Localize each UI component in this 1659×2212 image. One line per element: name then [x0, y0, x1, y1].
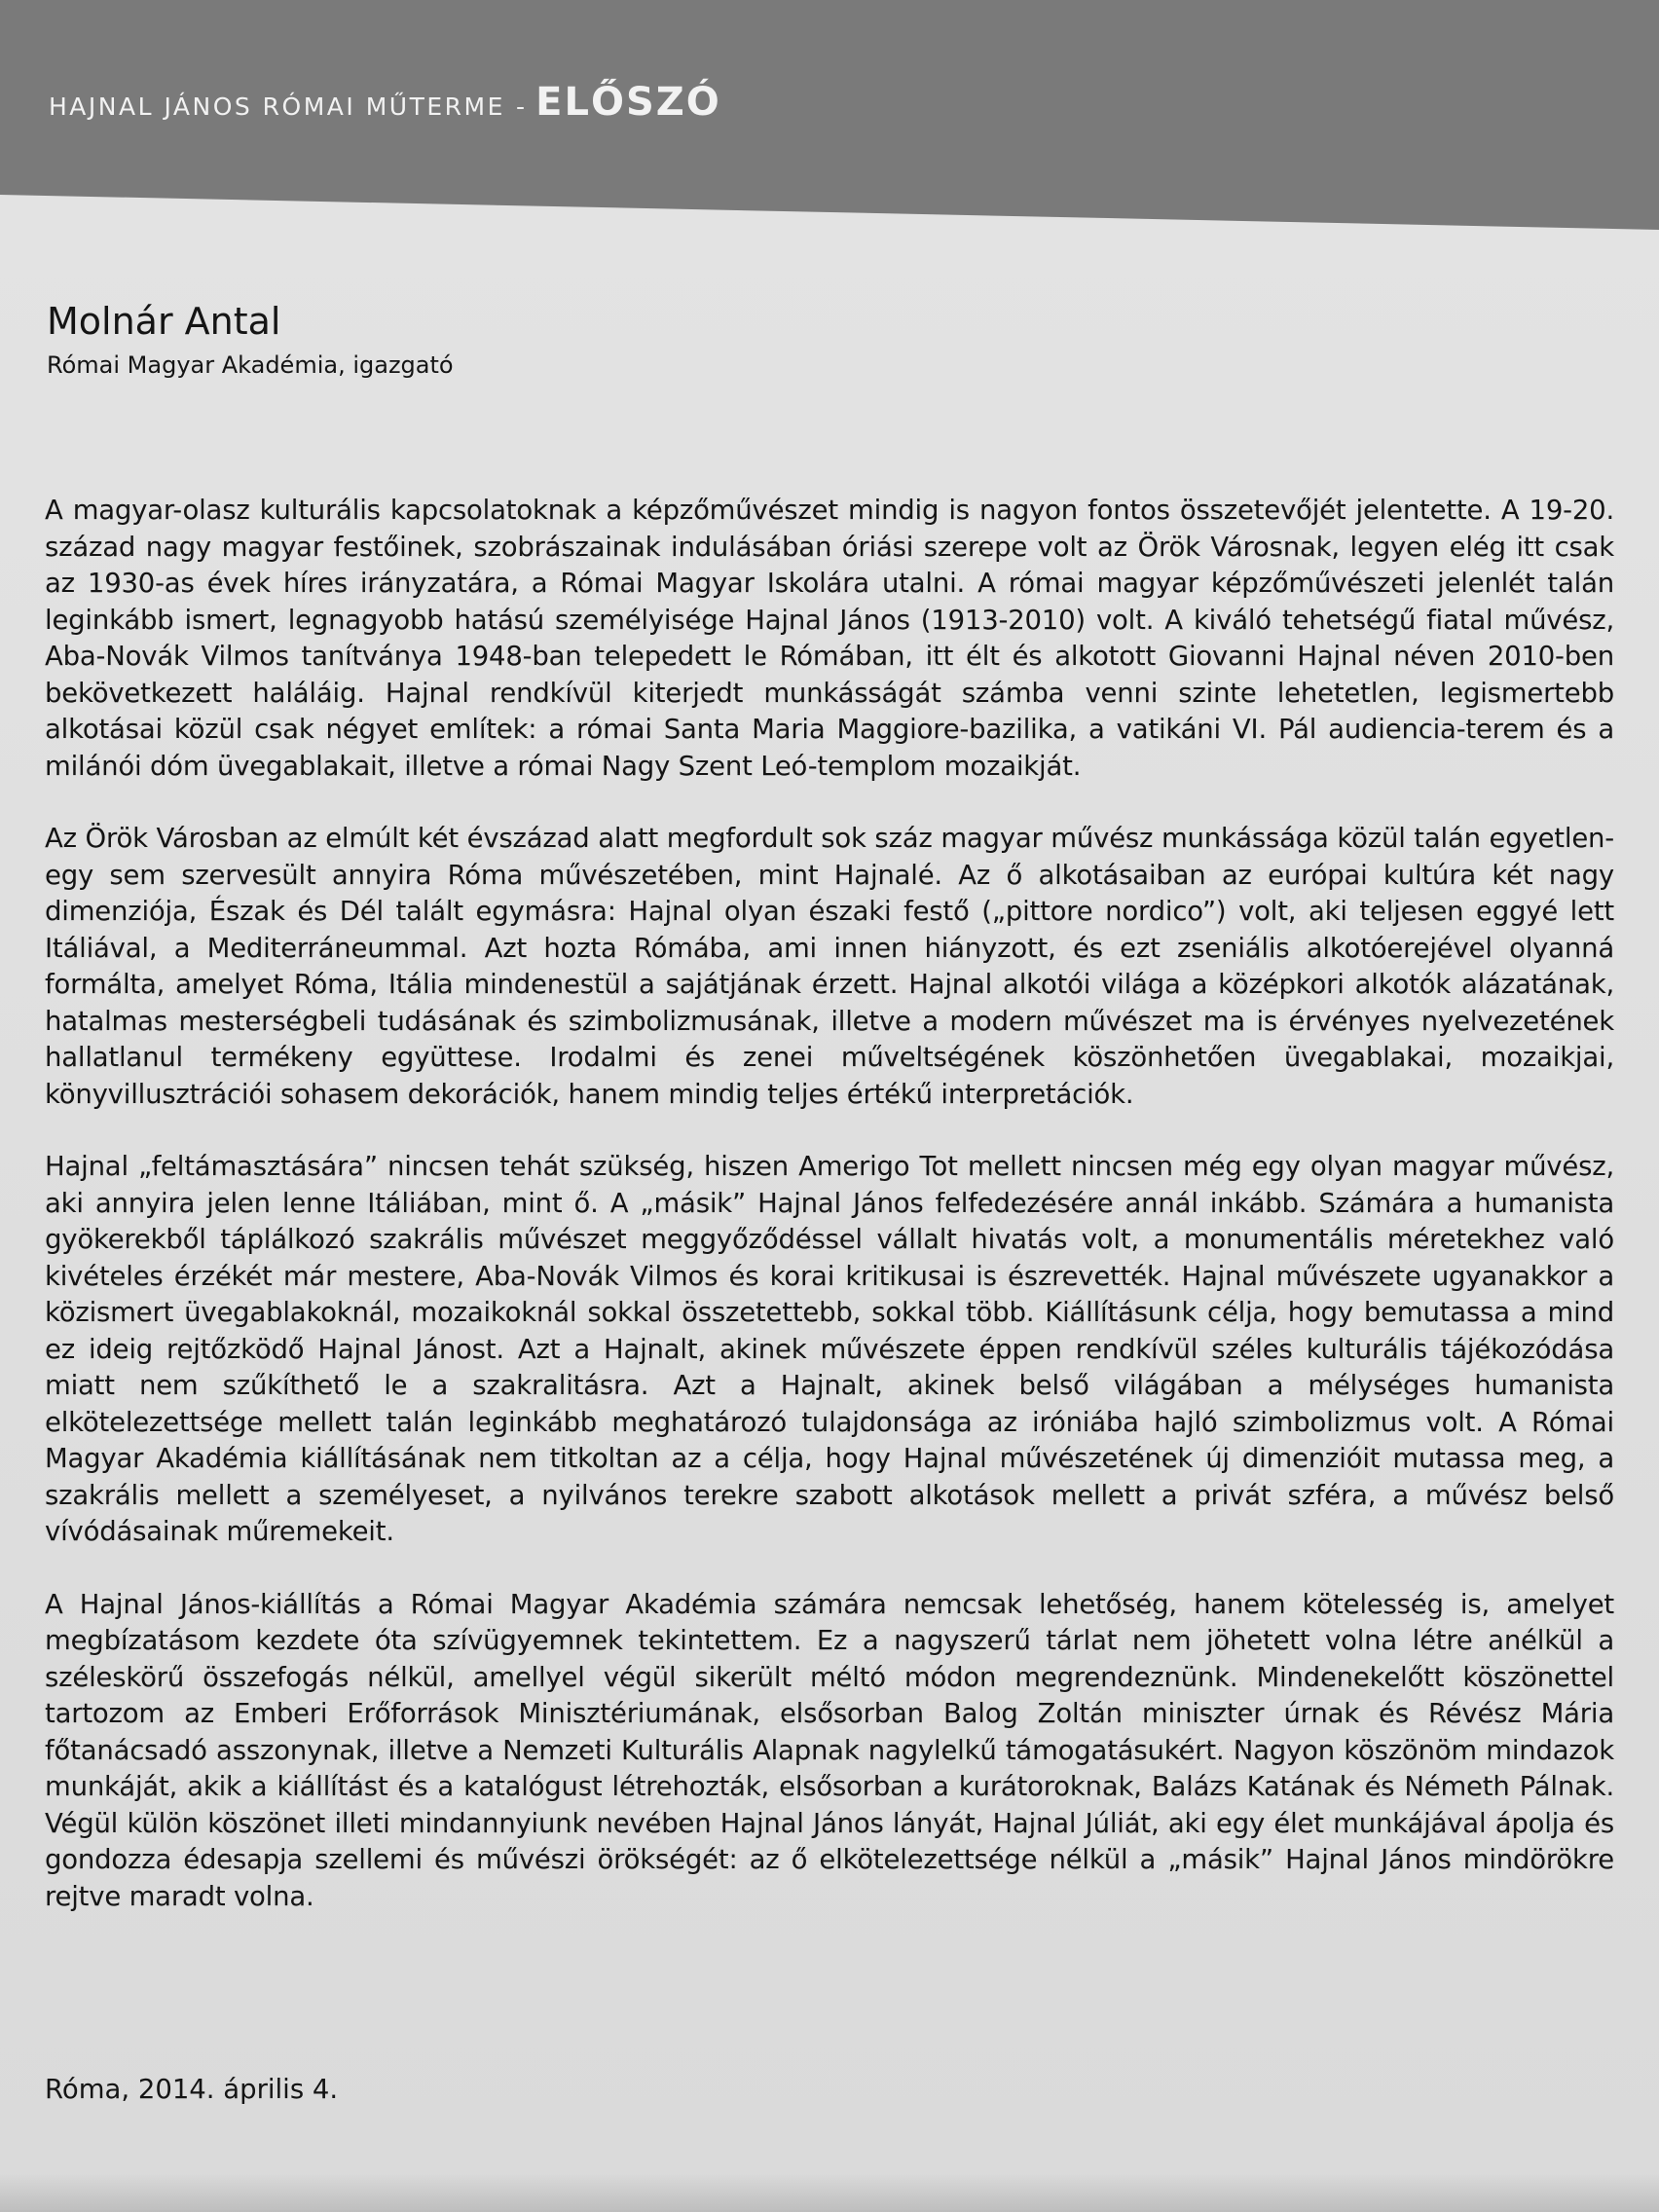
- paragraph-1: A magyar-olasz kulturális kapcsolatoknak a képzőművészet mindig is nagyon fontos összetevőjét jelentette. A 19-20. század nagy magyar festőinek, szobrászainak indulásában óriási szerepe volt az Örök Városnak, legyen elég itt csak az 1930-as évek híres irányzatára, a Római Magyar Iskolára utalni. A római magyar képzőművészeti jelenlét talán leginkább ismert, legnagyobb hatású személyisége Hajnal János (1913-2010) volt. A kiváló tehetségű fiatal művész, Aba-Novák Vilmos tanítványa 1948-ban telepedett le Rómában, itt élt és alkotott Giovanni Hajnal néven 2010-ben bekövetkezett haláláig. Hajnal rendkívül kiterjedt munkásságát számba venni szinte lehetetlen, legismertebb alkotásai közül csak négyet említek: a római Santa Maria Maggiore-bazilika, a vatikáni VI. Pál audiencia-terem és a milánói dóm üvegablakait, illetve a római Nagy Szent Leó-templom mozaikját.: [45, 495, 1614, 782]
- paragraph-2: Az Örök Városban az elmúlt két évszázad alatt megfordult sok száz magyar művész munkássága közül talán egyetlen-egy sem szervesült annyira Róma művészetében, mint Hajnalé. Az ő alkotásaiban az európai kultúra két nagy dimenziója, Észak és Dél talált egymásra: Hajnal olyan északi festő („pittore nordico”) volt, aki teljesen eggyé lett Itáliával, a Mediterráneummal. Azt hozta Rómába, ami innen hiányzott, és ezt zseniális alkotóerejével olyanná formálta, amelyet Róma, Itália mindenestül a sajátjának érzett. Hajnal alkotói világa a középkori alkotók alázatának, hatalmas mesterségbeli tudásának és szimbolizmusának, illetve a modern művészet ma is érvényes nyelvezetének hallatlanul termékeny együttese. Irodalmi és zenei műveltségének köszönhetően üvegablakai, mozaikjai, könyvillusztrációi sohasem dekorációk, hanem mindig teljes értékű interpretációk.: [45, 823, 1614, 1110]
- header-separator: -: [516, 92, 526, 121]
- author-role: Római Magyar Akadémia, igazgató: [47, 351, 454, 379]
- body-text: [45, 493, 1614, 1951]
- closing-date-line: Róma, 2014. április 4.: [45, 2074, 339, 2105]
- page-bottom-shadow: [0, 2173, 1659, 2212]
- author-name: Molnár Antal: [47, 300, 281, 343]
- header-series-title: HAJNAL JÁNOS RÓMAI MŰTERME: [49, 92, 505, 121]
- author-block: [47, 298, 454, 382]
- header-section-title: ELŐSZÓ: [535, 80, 721, 125]
- running-header: [49, 80, 721, 125]
- paragraph-4: A Hajnal János-kiállítás a Római Magyar Akadémia számára nemcsak lehetőség, hanem kötelesség is, amelyet megbízatásom kezdete óta szívügyemnek tekintettem. Ez a nagyszerű tárlat nem jöhetett volna létre anélkül a széleskörű összefogás nélkül, amellyel végül sikerült méltó módon megrendeznünk. Mindenekelőtt köszönettel tartozom az Emberi Erőforrások Minisztériumának, elsősorban Balog Zoltán miniszter úrnak és Révész Mária főtanácsadó asszonynak, illetve a Nemzeti Kulturális Alapnak nagylelkű támogatásukért. Nagyon köszönöm mindazok munkáját, akik a kiállítást és a katalógust létrehozták, elsősorban a kurátoroknak, Balázs Katának és Németh Pálnak. Végül külön köszönet illeti mindannyiunk nevében Hajnal János lányát, Hajnal Júliát, aki egy élet munkájával ápolja és gondozza édesapja szellemi és művészi örökségét: az ő elkötelezettsége nélkül a „másik” Hajnal János mindörökre rejtve maradt volna.: [45, 1588, 1614, 1912]
- paragraph-3: Hajnal „feltámasztására” nincsen tehát szükség, hiszen Amerigo Tot mellett nincsen még egy olyan magyar művész, aki annyira jelen lenne Itáliában, mint ő. A „másik” Hajnal János felfedezésére annál inkább. Számára a humanista gyökerekből táplálkozó szakrális művészet meggyőződéssel vállalt hivatás volt, a monumentális méretekhez való kivételes érzékét már mestere, Aba-Novák Vilmos és korai kritikusai is észrevették. Hajnal művészete ugyanakkor a közismert üvegablakoknál, mozaikoknál sokkal összetettebb, sokkal több. Kiállításunk célja, hogy bemutassa a mind ez ideig rejtőzködő Hajnal Jánost. Azt a Hajnalt, akinek művészete éppen rendkívül széles kulturális tájékozódása miatt nem szűkíthető le a szakralitásra. Azt a Hajnalt, akinek belső világában a mélységes humanista elkötelezettsége mellett talán leginkább meghatározó tulajdonsága az iróniába hajló szimbolizmus volt. A Római Magyar Akadémia kiállításának nem titkoltan az a célja, hogy Hajnal művészetének új dimenzióit mutassa meg, a szakrális mellett a személyeset, a nyilvános terekre szabott alkotások mellett a privát szféra, a művész belső vívódásainak műremekeit.: [45, 1151, 1614, 1547]
